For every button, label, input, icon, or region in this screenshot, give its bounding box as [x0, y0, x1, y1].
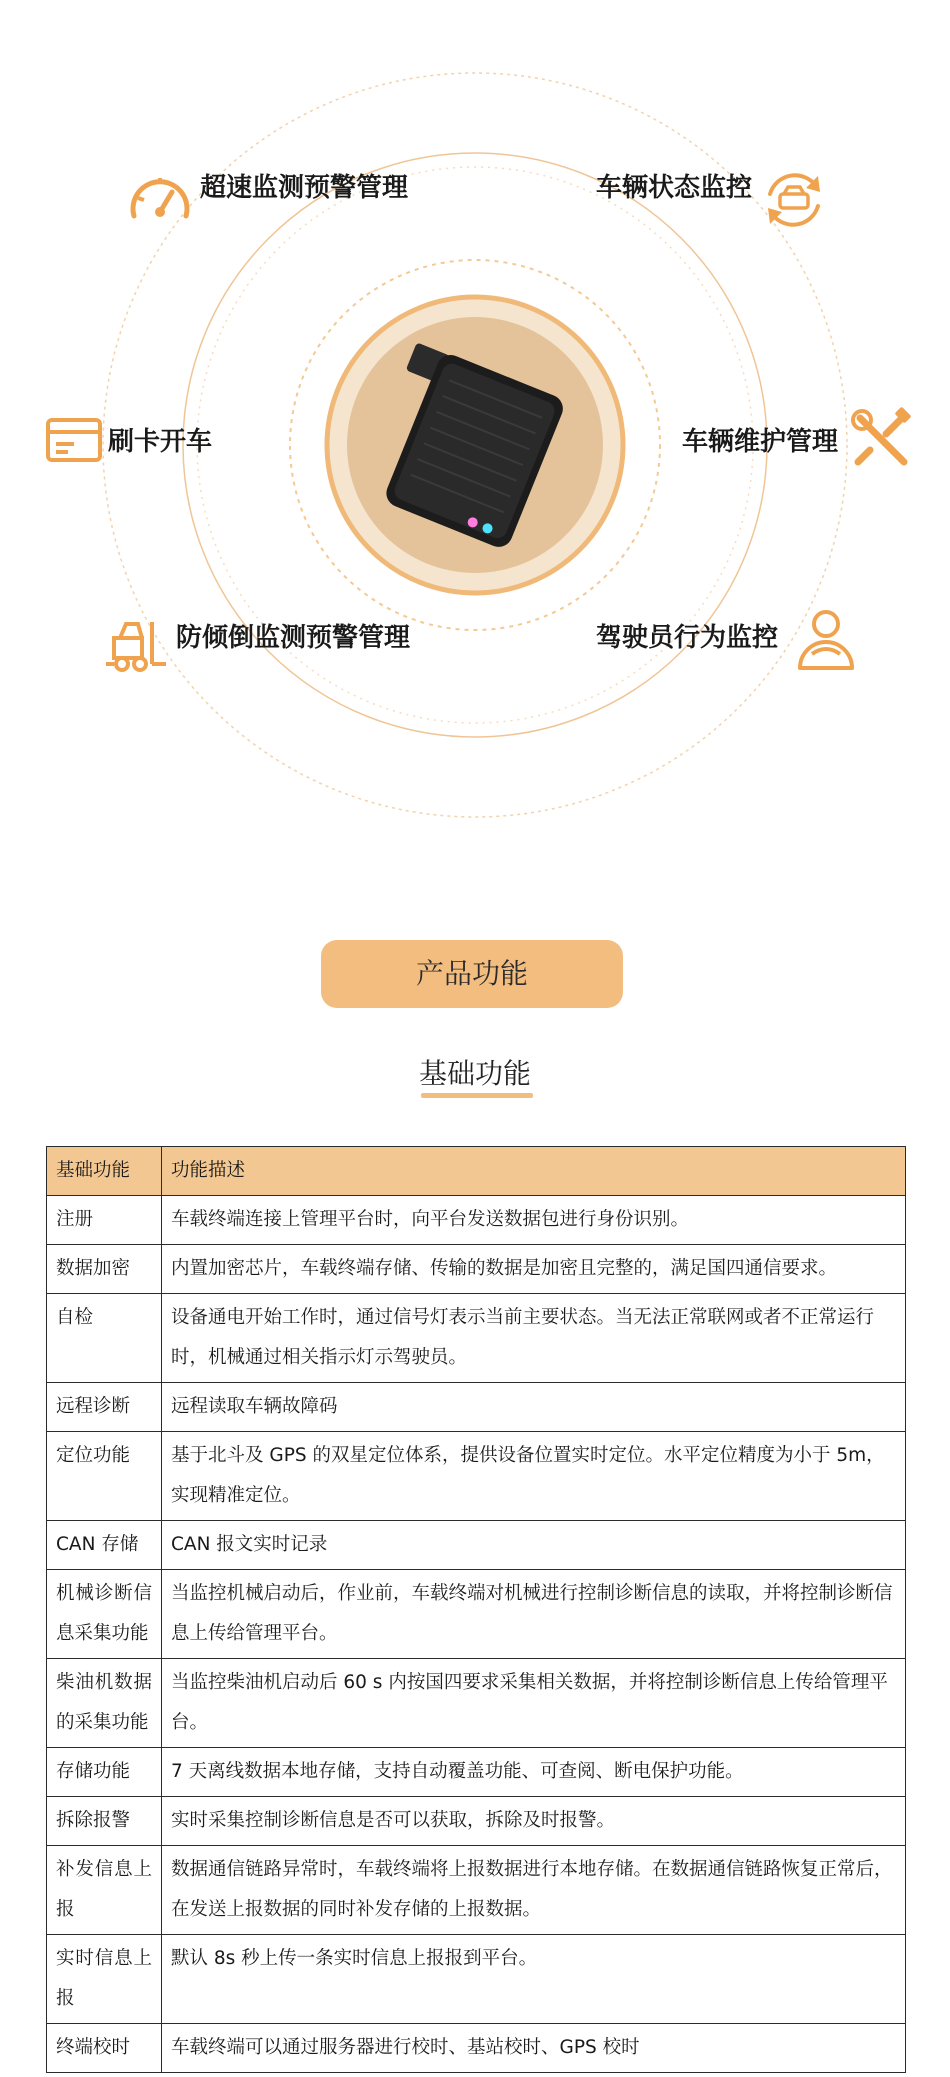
- feature-vehicle-status-label: 车辆状态监控: [596, 173, 753, 203]
- table-header-row: [47, 1147, 906, 1196]
- wrench-screwdriver-icon: [846, 404, 918, 476]
- feature-driver-behavior-label: 驾驶员行为监控: [596, 623, 779, 653]
- feature-desc: 当监控机械启动后，作业前，车载终端对机械进行控制诊断信息的读取，并将控制诊断信息上传给管理平台。: [162, 1570, 906, 1659]
- feature-desc: 默认 8s 秒上传一条实时信息上报报到平台。: [162, 1935, 906, 2024]
- feature-desc: 实时采集控制诊断信息是否可以获取，拆除及时报警。: [162, 1797, 906, 1846]
- feature-name: 柴油机数据的采集功能: [47, 1659, 162, 1748]
- feature-desc: 设备通电开始工作时，通过信号灯表示当前主要状态。当无法正常联网或者不正常运行时，机械通过相关指示灯示驾驶员。: [162, 1294, 906, 1383]
- feature-anti-tilt-label: 防倾倒监测预警管理: [176, 623, 411, 653]
- feature-name: 注册: [47, 1196, 162, 1245]
- car-refresh-icon: [758, 164, 830, 236]
- table-row: [47, 1935, 906, 2024]
- feature-name: 实时信息上报: [47, 1935, 162, 2024]
- basic-features-table: [46, 1146, 906, 2073]
- feature-name: CAN 存储: [47, 1521, 162, 1570]
- table-row: [47, 2024, 906, 2073]
- table-row: [47, 1521, 906, 1570]
- feature-hero: [0, 0, 950, 860]
- title-underline: [421, 1093, 533, 1098]
- header-feature: 基础功能: [47, 1147, 162, 1196]
- feature-desc: CAN 报文实时记录: [162, 1521, 906, 1570]
- forklift-icon: [100, 608, 172, 680]
- basic-features-title: 基础功能: [418, 1057, 531, 1090]
- feature-desc: 数据通信链路异常时，车载终端将上报数据进行本地存储。在数据通信链路恢复正常后，在发送上报数据的同时补发存储的上报数据。: [162, 1846, 906, 1935]
- feature-desc: 7 天离线数据本地存储，支持自动覆盖功能、可查阅、断电保护功能。: [162, 1748, 906, 1797]
- feature-name: 拆除报警: [47, 1797, 162, 1846]
- table-row: [47, 1797, 906, 1846]
- card-icon: [40, 404, 112, 476]
- feature-name: 远程诊断: [47, 1383, 162, 1432]
- product-features-pill: 产品功能: [321, 940, 623, 1008]
- header-description: 功能描述: [162, 1147, 906, 1196]
- feature-desc: 车载终端连接上管理平台时，向平台发送数据包进行身份识别。: [162, 1196, 906, 1245]
- feature-name: 终端校时: [47, 2024, 162, 2073]
- table-row: [47, 1196, 906, 1245]
- table-row: [47, 1846, 906, 1935]
- feature-name: 机械诊断信息采集功能: [47, 1570, 162, 1659]
- feature-maintenance-label: 车辆维护管理: [682, 427, 839, 457]
- table-row: [47, 1245, 906, 1294]
- feature-desc: 当监控柴油机启动后 60 s 内按国四要求采集相关数据，并将控制诊断信息上传给管理平台。: [162, 1659, 906, 1748]
- table-row: [47, 1294, 906, 1383]
- feature-desc: 远程读取车辆故障码: [162, 1383, 906, 1432]
- feature-desc: 基于北斗及 GPS 的双星定位体系，提供设备位置实时定位。水平定位精度为小于 5m，实现精准定位。: [162, 1432, 906, 1521]
- feature-desc: 车载终端可以通过服务器进行校时、基站校时、GPS 校时: [162, 2024, 906, 2073]
- feature-desc: 内置加密芯片，车载终端存储、传输的数据是加密且完整的，满足国四通信要求。: [162, 1245, 906, 1294]
- feature-overspeed-label: 超速监测预警管理: [200, 173, 409, 203]
- feature-name: 存储功能: [47, 1748, 162, 1797]
- feature-card-start-label: 刷卡开车: [108, 427, 213, 457]
- feature-name: 定位功能: [47, 1432, 162, 1521]
- feature-name: 补发信息上报: [47, 1846, 162, 1935]
- table-row: [47, 1383, 906, 1432]
- table-row: [47, 1748, 906, 1797]
- feature-name: 自检: [47, 1294, 162, 1383]
- feature-name: 数据加密: [47, 1245, 162, 1294]
- speedometer-icon: [124, 164, 196, 236]
- table-row: [47, 1432, 906, 1521]
- driver-icon: [790, 604, 862, 676]
- table-row: [47, 1659, 906, 1748]
- table-row: [47, 1570, 906, 1659]
